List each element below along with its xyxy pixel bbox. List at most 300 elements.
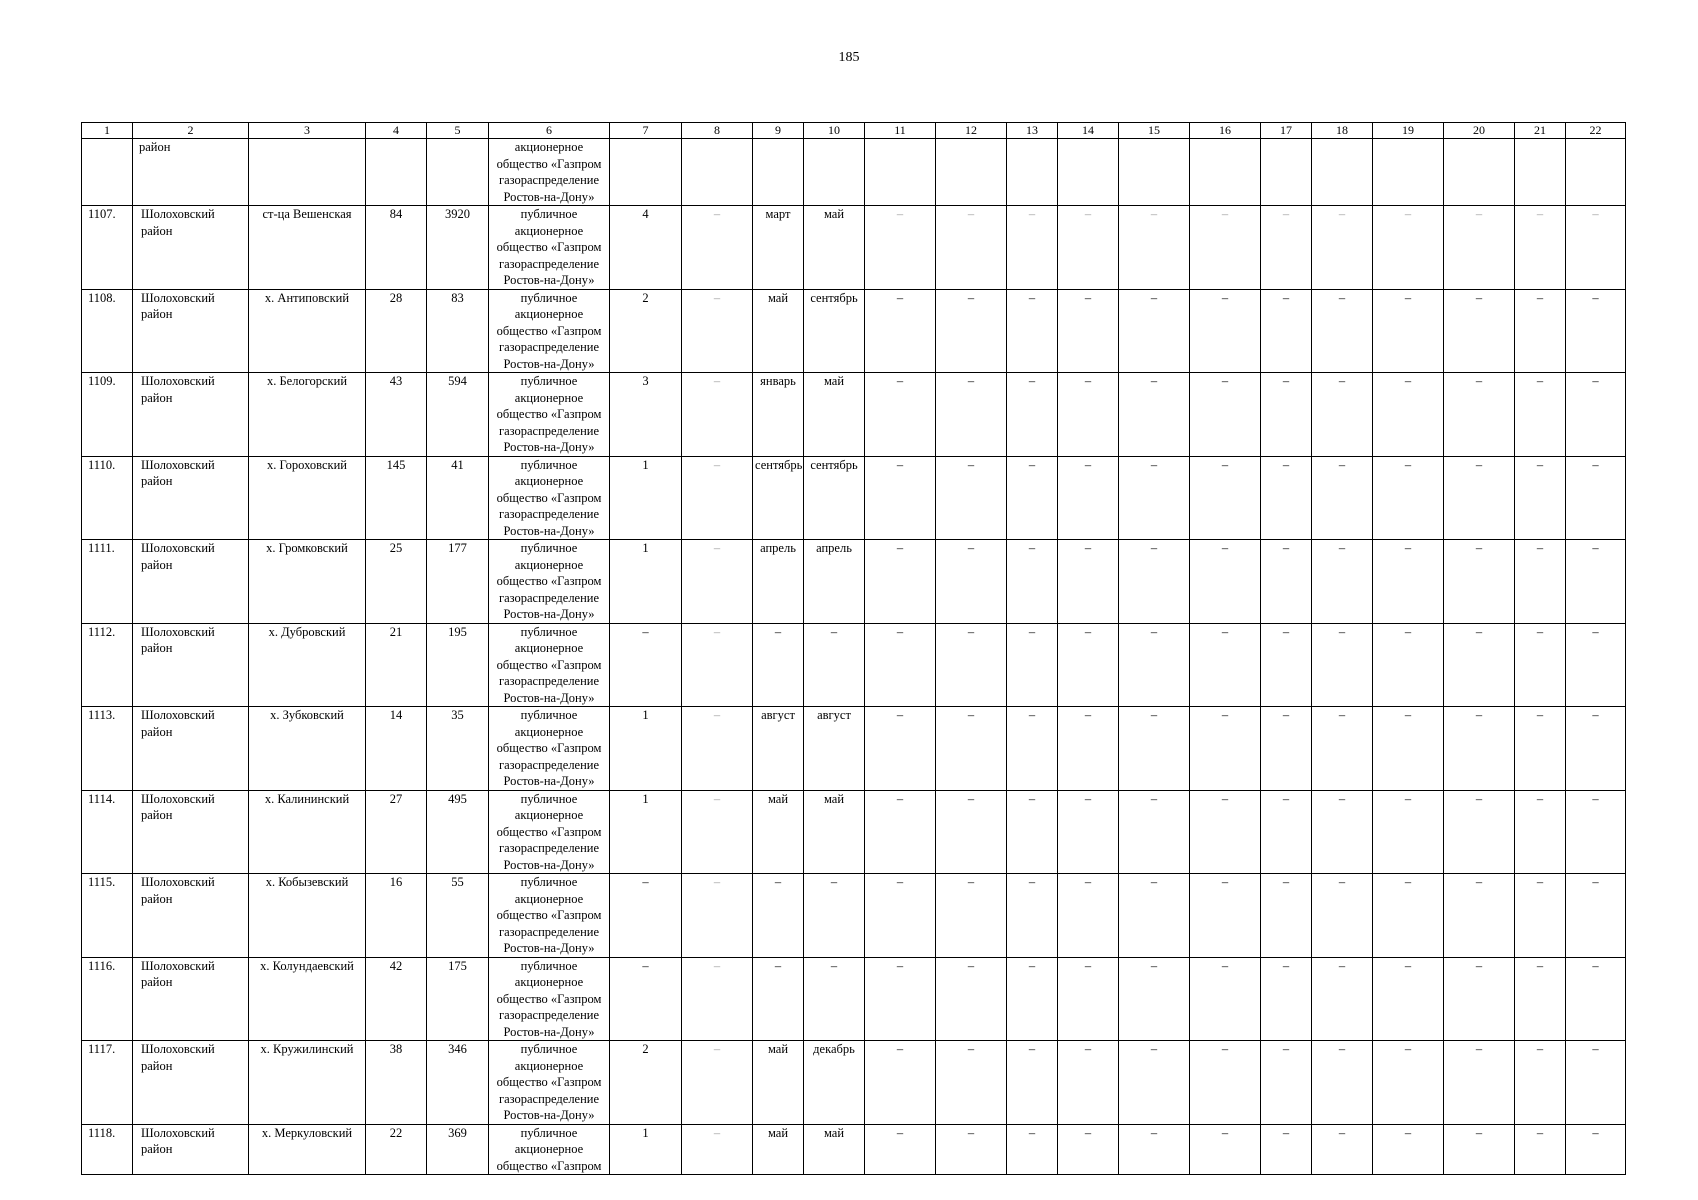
cell-col17: – xyxy=(1261,874,1312,958)
cell-col17: – xyxy=(1261,289,1312,373)
column-header-3: 3 xyxy=(249,123,366,139)
cell-locality: х. Дубровский xyxy=(249,623,366,707)
column-header-13: 13 xyxy=(1007,123,1058,139)
cell-col12: – xyxy=(936,540,1007,624)
table-row xyxy=(82,623,1626,707)
column-header-17: 17 xyxy=(1261,123,1312,139)
cell-col4: 28 xyxy=(366,289,427,373)
cell-locality: ст-ца Вешенская xyxy=(249,206,366,290)
cell-col22: – xyxy=(1566,623,1626,707)
cell-locality: х. Антиповский xyxy=(249,289,366,373)
cell-locality: х. Колундаевский xyxy=(249,957,366,1041)
cell-col10: сентябрь xyxy=(804,456,865,540)
cell-operator: публичное акционерное общество «Газпром газораспределение Ростов-на-Дону» xyxy=(489,289,610,373)
cell-col5: 369 xyxy=(427,1124,489,1175)
cell-col12: – xyxy=(936,289,1007,373)
cell-col13: – xyxy=(1007,1124,1058,1175)
cell-col17: – xyxy=(1261,456,1312,540)
cell-col11 xyxy=(865,139,936,206)
cell-col7: 1 xyxy=(610,790,682,874)
cell-col22: – xyxy=(1566,1041,1626,1125)
cell-col15: – xyxy=(1119,707,1190,791)
cell-col7: – xyxy=(610,957,682,1041)
cell-col20: – xyxy=(1444,874,1515,958)
cell-col18: – xyxy=(1312,707,1373,791)
cell-col21: – xyxy=(1515,540,1566,624)
cell-col13: – xyxy=(1007,874,1058,958)
column-header-18: 18 xyxy=(1312,123,1373,139)
cell-col21: – xyxy=(1515,206,1566,290)
cell-col10: – xyxy=(804,957,865,1041)
cell-locality: х. Меркуловский xyxy=(249,1124,366,1175)
cell-col21: – xyxy=(1515,1041,1566,1125)
column-header-5: 5 xyxy=(427,123,489,139)
cell-col18: – xyxy=(1312,206,1373,290)
cell-number: 1116. xyxy=(82,957,133,1041)
cell-col9: май xyxy=(753,289,804,373)
cell-col20: – xyxy=(1444,790,1515,874)
cell-col10: сентябрь xyxy=(804,289,865,373)
cell-col15: – xyxy=(1119,790,1190,874)
table-row xyxy=(82,957,1626,1041)
column-header-9: 9 xyxy=(753,123,804,139)
column-header-12: 12 xyxy=(936,123,1007,139)
cell-col13: – xyxy=(1007,623,1058,707)
table-row xyxy=(82,373,1626,457)
cell-number: 1113. xyxy=(82,707,133,791)
cell-locality: х. Кружилинский xyxy=(249,1041,366,1125)
cell-col8: – xyxy=(682,289,753,373)
column-header-7: 7 xyxy=(610,123,682,139)
column-header-6: 6 xyxy=(489,123,610,139)
cell-col16: – xyxy=(1190,874,1261,958)
cell-col15: – xyxy=(1119,874,1190,958)
cell-col7: 1 xyxy=(610,1124,682,1175)
cell-col19: – xyxy=(1373,456,1444,540)
cell-col9: – xyxy=(753,874,804,958)
cell-locality xyxy=(249,139,366,206)
cell-col22: – xyxy=(1566,790,1626,874)
cell-col22: – xyxy=(1566,206,1626,290)
cell-col19: – xyxy=(1373,707,1444,791)
cell-operator: публичное акционерное общество «Газпром газораспределение Ростов-на-Дону» xyxy=(489,206,610,290)
column-header-15: 15 xyxy=(1119,123,1190,139)
cell-col14: – xyxy=(1058,206,1119,290)
cell-col18: – xyxy=(1312,289,1373,373)
cell-col20: – xyxy=(1444,623,1515,707)
cell-col17: – xyxy=(1261,1041,1312,1125)
cell-col18: – xyxy=(1312,957,1373,1041)
cell-col12: – xyxy=(936,790,1007,874)
cell-col7: – xyxy=(610,874,682,958)
cell-district: Шолоховский район xyxy=(133,1041,249,1125)
cell-district: Шолоховский район xyxy=(133,456,249,540)
cell-col20: – xyxy=(1444,206,1515,290)
column-header-21: 21 xyxy=(1515,123,1566,139)
cell-col16: – xyxy=(1190,206,1261,290)
cell-col21: – xyxy=(1515,957,1566,1041)
cell-col22: – xyxy=(1566,540,1626,624)
cell-district: Шолоховский район xyxy=(133,206,249,290)
cell-col19 xyxy=(1373,139,1444,206)
cell-col19: – xyxy=(1373,206,1444,290)
cell-col7: 2 xyxy=(610,289,682,373)
table-row xyxy=(82,206,1626,290)
cell-col22: – xyxy=(1566,1124,1626,1175)
cell-col13: – xyxy=(1007,707,1058,791)
cell-col16: – xyxy=(1190,456,1261,540)
cell-number: 1110. xyxy=(82,456,133,540)
table-row xyxy=(82,1041,1626,1125)
cell-col5: 175 xyxy=(427,957,489,1041)
cell-col4: 84 xyxy=(366,206,427,290)
cell-col10: май xyxy=(804,206,865,290)
cell-col10: май xyxy=(804,1124,865,1175)
cell-col9: сентябрь xyxy=(753,456,804,540)
cell-operator: публичное акционерное общество «Газпром газораспределение Ростов-на-Дону» xyxy=(489,957,610,1041)
table-row xyxy=(82,456,1626,540)
cell-col14: – xyxy=(1058,790,1119,874)
cell-number: 1107. xyxy=(82,206,133,290)
cell-col12: – xyxy=(936,1041,1007,1125)
cell-col12: – xyxy=(936,1124,1007,1175)
column-header-2: 2 xyxy=(133,123,249,139)
cell-col16 xyxy=(1190,139,1261,206)
cell-col8: – xyxy=(682,957,753,1041)
cell-col12: – xyxy=(936,957,1007,1041)
cell-district: Шолоховский район xyxy=(133,790,249,874)
cell-col15: – xyxy=(1119,1124,1190,1175)
cell-col11: – xyxy=(865,1124,936,1175)
cell-col4: 21 xyxy=(366,623,427,707)
cell-col14: – xyxy=(1058,623,1119,707)
cell-col11: – xyxy=(865,790,936,874)
cell-col5: 3920 xyxy=(427,206,489,290)
cell-col21: – xyxy=(1515,874,1566,958)
column-header-10: 10 xyxy=(804,123,865,139)
cell-col4: 145 xyxy=(366,456,427,540)
cell-number: 1118. xyxy=(82,1124,133,1175)
cell-col13: – xyxy=(1007,790,1058,874)
cell-col4: 42 xyxy=(366,957,427,1041)
cell-col4 xyxy=(366,139,427,206)
cell-col17 xyxy=(1261,139,1312,206)
cell-col4: 25 xyxy=(366,540,427,624)
cell-col17: – xyxy=(1261,790,1312,874)
cell-col10: апрель xyxy=(804,540,865,624)
cell-col4: 16 xyxy=(366,874,427,958)
cell-col21: – xyxy=(1515,289,1566,373)
cell-col15: – xyxy=(1119,373,1190,457)
cell-col11: – xyxy=(865,707,936,791)
cell-number xyxy=(82,139,133,206)
cell-operator: публичное акционерное общество «Газпром газораспределение Ростов-на-Дону» xyxy=(489,623,610,707)
cell-col11: – xyxy=(865,874,936,958)
cell-col10 xyxy=(804,139,865,206)
cell-operator: публичное акционерное общество «Газпром газораспределение Ростов-на-Дону» xyxy=(489,790,610,874)
cell-col15 xyxy=(1119,139,1190,206)
cell-col5: 346 xyxy=(427,1041,489,1125)
cell-operator: публичное акционерное общество «Газпром xyxy=(489,1124,610,1175)
cell-col21 xyxy=(1515,139,1566,206)
cell-col12: – xyxy=(936,456,1007,540)
cell-col5: 41 xyxy=(427,456,489,540)
cell-operator: публичное акционерное общество «Газпром газораспределение Ростов-на-Дону» xyxy=(489,1041,610,1125)
cell-col16: – xyxy=(1190,1041,1261,1125)
cell-col18: – xyxy=(1312,623,1373,707)
cell-col13: – xyxy=(1007,456,1058,540)
cell-col20: – xyxy=(1444,1041,1515,1125)
cell-col19: – xyxy=(1373,790,1444,874)
cell-col16: – xyxy=(1190,289,1261,373)
cell-district: Шолоховский район xyxy=(133,957,249,1041)
cell-number: 1108. xyxy=(82,289,133,373)
page-number: 185 xyxy=(838,50,860,65)
cell-district: Шолоховский район xyxy=(133,707,249,791)
cell-col18: – xyxy=(1312,1124,1373,1175)
cell-col20: – xyxy=(1444,289,1515,373)
cell-operator: публичное акционерное общество «Газпром газораспределение Ростов-на-Дону» xyxy=(489,540,610,624)
table-row xyxy=(82,874,1626,958)
cell-col15: – xyxy=(1119,623,1190,707)
cell-col18: – xyxy=(1312,373,1373,457)
cell-col7: 1 xyxy=(610,707,682,791)
cell-col10: – xyxy=(804,874,865,958)
column-header-11: 11 xyxy=(865,123,936,139)
cell-col18: – xyxy=(1312,1041,1373,1125)
cell-col18: – xyxy=(1312,874,1373,958)
cell-col21: – xyxy=(1515,707,1566,791)
cell-col5: 495 xyxy=(427,790,489,874)
data-table xyxy=(81,122,1626,1175)
table-row-continuation xyxy=(82,139,1626,206)
cell-col4: 14 xyxy=(366,707,427,791)
cell-col22: – xyxy=(1566,289,1626,373)
cell-col13: – xyxy=(1007,1041,1058,1125)
cell-col16: – xyxy=(1190,540,1261,624)
cell-col7: 1 xyxy=(610,540,682,624)
cell-col5: 83 xyxy=(427,289,489,373)
cell-col13: – xyxy=(1007,373,1058,457)
cell-col21: – xyxy=(1515,623,1566,707)
cell-col14: – xyxy=(1058,874,1119,958)
cell-col15: – xyxy=(1119,1041,1190,1125)
cell-district: Шолоховский район xyxy=(133,874,249,958)
column-header-20: 20 xyxy=(1444,123,1515,139)
cell-col9: май xyxy=(753,790,804,874)
cell-col11: – xyxy=(865,957,936,1041)
column-header-8: 8 xyxy=(682,123,753,139)
cell-col14: – xyxy=(1058,289,1119,373)
cell-col9: май xyxy=(753,1041,804,1125)
cell-col20: – xyxy=(1444,957,1515,1041)
cell-col19: – xyxy=(1373,1041,1444,1125)
cell-col17: – xyxy=(1261,957,1312,1041)
cell-locality: х. Кобызевский xyxy=(249,874,366,958)
cell-col9: август xyxy=(753,707,804,791)
cell-col17: – xyxy=(1261,540,1312,624)
cell-col7: – xyxy=(610,623,682,707)
cell-col12 xyxy=(936,139,1007,206)
cell-col15: – xyxy=(1119,456,1190,540)
cell-district: Шолоховский район xyxy=(133,1124,249,1175)
cell-col20: – xyxy=(1444,707,1515,791)
cell-col7 xyxy=(610,139,682,206)
cell-col17: – xyxy=(1261,707,1312,791)
table-row xyxy=(82,790,1626,874)
cell-locality: х. Калининский xyxy=(249,790,366,874)
cell-col19: – xyxy=(1373,1124,1444,1175)
cell-col11: – xyxy=(865,373,936,457)
table-row xyxy=(82,289,1626,373)
cell-number: 1112. xyxy=(82,623,133,707)
cell-col7: 2 xyxy=(610,1041,682,1125)
cell-col19: – xyxy=(1373,373,1444,457)
cell-col19: – xyxy=(1373,540,1444,624)
cell-col19: – xyxy=(1373,957,1444,1041)
column-header-1: 1 xyxy=(82,123,133,139)
cell-col8 xyxy=(682,139,753,206)
cell-col8: – xyxy=(682,874,753,958)
header-row xyxy=(82,123,1626,139)
cell-col19: – xyxy=(1373,289,1444,373)
cell-col10: декабрь xyxy=(804,1041,865,1125)
cell-number: 1115. xyxy=(82,874,133,958)
cell-col17: – xyxy=(1261,373,1312,457)
cell-col11: – xyxy=(865,623,936,707)
table-row xyxy=(82,1124,1626,1175)
cell-col22: – xyxy=(1566,456,1626,540)
cell-col8: – xyxy=(682,1124,753,1175)
cell-district: Шолоховский район xyxy=(133,623,249,707)
cell-col5: 594 xyxy=(427,373,489,457)
cell-col14: – xyxy=(1058,707,1119,791)
cell-col14 xyxy=(1058,139,1119,206)
cell-col7: 1 xyxy=(610,456,682,540)
cell-col14: – xyxy=(1058,456,1119,540)
cell-col9: май xyxy=(753,1124,804,1175)
cell-col14: – xyxy=(1058,540,1119,624)
cell-col8: – xyxy=(682,707,753,791)
column-header-16: 16 xyxy=(1190,123,1261,139)
cell-col5 xyxy=(427,139,489,206)
cell-col12: – xyxy=(936,874,1007,958)
cell-col5: 195 xyxy=(427,623,489,707)
column-header-19: 19 xyxy=(1373,123,1444,139)
cell-col20 xyxy=(1444,139,1515,206)
cell-col9: январь xyxy=(753,373,804,457)
cell-locality: х. Зубковский xyxy=(249,707,366,791)
cell-col16: – xyxy=(1190,790,1261,874)
cell-district: район xyxy=(133,139,249,206)
cell-col20: – xyxy=(1444,540,1515,624)
cell-col17: – xyxy=(1261,1124,1312,1175)
cell-col12: – xyxy=(936,373,1007,457)
cell-col18: – xyxy=(1312,790,1373,874)
cell-operator: акционерное общество «Газпром газораспределение Ростов-на-Дону» xyxy=(489,139,610,206)
cell-col15: – xyxy=(1119,540,1190,624)
cell-col19: – xyxy=(1373,874,1444,958)
column-header-4: 4 xyxy=(366,123,427,139)
cell-operator: публичное акционерное общество «Газпром газораспределение Ростов-на-Дону» xyxy=(489,373,610,457)
cell-col16: – xyxy=(1190,957,1261,1041)
cell-col5: 55 xyxy=(427,874,489,958)
cell-col7: 4 xyxy=(610,206,682,290)
cell-col4: 38 xyxy=(366,1041,427,1125)
cell-col22: – xyxy=(1566,874,1626,958)
cell-col19: – xyxy=(1373,623,1444,707)
cell-col11: – xyxy=(865,206,936,290)
cell-district: Шолоховский район xyxy=(133,373,249,457)
cell-col11: – xyxy=(865,540,936,624)
cell-col8: – xyxy=(682,373,753,457)
cell-col16: – xyxy=(1190,373,1261,457)
cell-col17: – xyxy=(1261,206,1312,290)
cell-operator: публичное акционерное общество «Газпром газораспределение Ростов-на-Дону» xyxy=(489,707,610,791)
cell-district: Шолоховский район xyxy=(133,289,249,373)
cell-col15: – xyxy=(1119,289,1190,373)
cell-operator: публичное акционерное общество «Газпром газораспределение Ростов-на-Дону» xyxy=(489,456,610,540)
column-header-22: 22 xyxy=(1566,123,1626,139)
cell-col8: – xyxy=(682,623,753,707)
cell-col21: – xyxy=(1515,1124,1566,1175)
cell-col22: – xyxy=(1566,373,1626,457)
cell-col8: – xyxy=(682,1041,753,1125)
cell-col18: – xyxy=(1312,540,1373,624)
cell-col14: – xyxy=(1058,1124,1119,1175)
cell-col8: – xyxy=(682,206,753,290)
cell-col9: апрель xyxy=(753,540,804,624)
cell-col12: – xyxy=(936,206,1007,290)
cell-col18: – xyxy=(1312,456,1373,540)
cell-col10: – xyxy=(804,623,865,707)
cell-col9: март xyxy=(753,206,804,290)
table-row xyxy=(82,540,1626,624)
cell-col21: – xyxy=(1515,456,1566,540)
cell-col22: – xyxy=(1566,957,1626,1041)
cell-col4: 27 xyxy=(366,790,427,874)
cell-col8: – xyxy=(682,790,753,874)
cell-col8: – xyxy=(682,456,753,540)
cell-col20: – xyxy=(1444,456,1515,540)
cell-col8: – xyxy=(682,540,753,624)
cell-col10: май xyxy=(804,373,865,457)
cell-operator: публичное акционерное общество «Газпром газораспределение Ростов-на-Дону» xyxy=(489,874,610,958)
cell-col9: – xyxy=(753,623,804,707)
cell-col5: 35 xyxy=(427,707,489,791)
cell-col13: – xyxy=(1007,957,1058,1041)
cell-number: 1109. xyxy=(82,373,133,457)
cell-col4: 43 xyxy=(366,373,427,457)
cell-locality: х. Белогорский xyxy=(249,373,366,457)
cell-col13: – xyxy=(1007,206,1058,290)
cell-col7: 3 xyxy=(610,373,682,457)
cell-col18 xyxy=(1312,139,1373,206)
cell-col14: – xyxy=(1058,1041,1119,1125)
cell-number: 1117. xyxy=(82,1041,133,1125)
cell-col12: – xyxy=(936,707,1007,791)
cell-col10: август xyxy=(804,707,865,791)
cell-col16: – xyxy=(1190,623,1261,707)
cell-locality: х. Гороховский xyxy=(249,456,366,540)
table-row xyxy=(82,707,1626,791)
cell-col13: – xyxy=(1007,540,1058,624)
cell-col20: – xyxy=(1444,373,1515,457)
cell-col16: – xyxy=(1190,707,1261,791)
cell-col21: – xyxy=(1515,373,1566,457)
cell-col12: – xyxy=(936,623,1007,707)
cell-number: 1111. xyxy=(82,540,133,624)
